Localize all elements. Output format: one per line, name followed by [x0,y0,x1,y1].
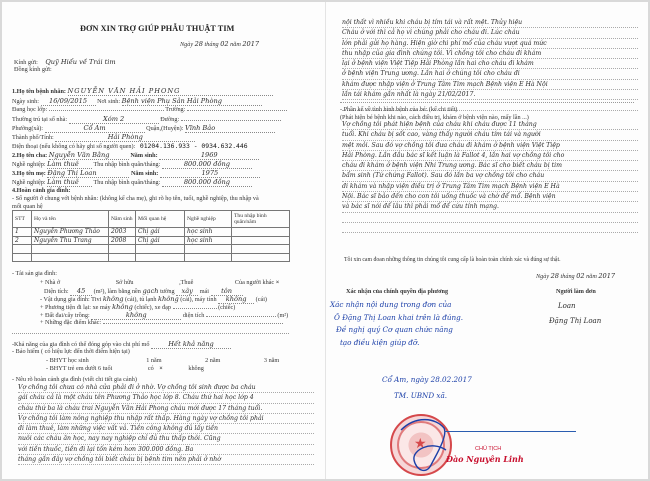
col-job: Nghề nghiệp [185,211,232,228]
family-intro: - Số người ở chung với bệnh nhân: (không kể cha mẹ), ghi rõ họ tên, tuổi, nghề nghiệp, thu nhập và [12,195,259,202]
table-row [13,245,290,254]
owned-label: Sở hữu [115,279,134,286]
bike-value [173,308,217,309]
patient-class-line [12,106,287,113]
address-value: Xóm 2 [69,115,159,124]
bike-unit: (chiếc) [218,304,236,311]
cell-birth-year: 2008 [109,236,136,245]
house-line [40,279,279,286]
address-label: Thường trú tại số nhà: [12,116,68,123]
patient-address-line [12,115,281,124]
land-label: + Đất đai/cây trồng: [40,312,90,319]
family-section-label: 4.Hoàn cảnh gia đình: [12,187,71,194]
street-label: Đường: [160,116,180,123]
house-label: + Nhà ở [40,279,61,286]
text-line: và bác sĩ nói để lâu thì phải mổ để cứu tính mạng. [342,202,638,212]
table-header-row [13,211,290,228]
local-gov-place-date: Cổ Am, ngày 28.02.2017 [382,375,472,384]
text-line-blank [342,223,638,233]
father-income-label: Thu nhập bình quân/tháng: [93,161,161,168]
year-option-3: 3 năm [263,357,280,364]
area-label: Diện tích: [44,288,69,295]
date-month: 02 [220,40,229,48]
other-features-line [40,319,283,326]
text-line: đi khám và nhập viện điều trị ở Trung Tâm Tim mạch Bệnh viện E Hà [342,182,638,192]
contribution-label: -Khả năng của gia đình có thể đóng góp vào chi phí mổ [12,341,150,348]
tv-value: không [102,295,124,303]
mother-label: 3.Họ tên mẹ: [12,170,46,177]
left-page [2,2,326,479]
medical-hint: (Phát hiện bé bệnh khi nào, cách điều trị, khám ở bệnh viện nào, mấy lần ...) [340,114,529,121]
signature-tail [444,431,576,432]
dob-label: Ngày sinh: [12,98,39,105]
appliances-label: - Vật dụng gia đình: Tivi [40,296,102,303]
signature-stroke-icon [396,410,456,479]
assets-label: - Tài sản gia đình: [12,270,57,277]
text-line: đi làm thuê, làm những việc vất vả. Tiền công không đủ lấy tiền [18,424,314,434]
text-line: khám được nhập viện ở Trung Tâm Tim mạch Bệnh viện E Hà Nội [342,80,638,90]
year-option-1: 1 năm [146,357,162,364]
local-gov-on-behalf: TM. UBND xã. [394,391,448,400]
signer-position: CHỦ TỊCH [475,446,502,452]
family-intro-2: mối quan hệ [12,203,43,210]
fridge-value: không [158,295,179,303]
mother-job-line [12,178,252,187]
phone-value: 01204.136.933 - 0934.632.446 [139,142,248,150]
cell-income [232,228,290,237]
applicant-heading: Người làm đơn [556,288,596,295]
date-prefix: Ngày [536,273,550,280]
text-line: lớn phải gửi họ hàng. Hiện giờ chi phí mổ của cháu vượt quá mức [342,39,638,49]
table-row [13,253,290,262]
father-name-line [12,151,259,160]
patient-phone-line [12,142,248,150]
insurance-label: - Bảo hiểm ( có hiệu lực đến thời điểm hiện tại) [12,348,130,355]
text-line: bẩm sinh (Tứ chứng Fallot). Sau đó lần ba vợ chồng tôi cho cháu [342,171,638,181]
cc-line [14,66,52,73]
other-features-label: + Những đặc điểm khác: [40,319,102,326]
district-value: Vĩnh Bảo [185,124,275,133]
declaration-date [536,272,615,280]
confirmation-line: Xác nhận nội dung trong đơn của [330,300,452,309]
street-value [181,120,281,121]
text-line: nội thất vì nhiều khi cháu bị tím tái và rất mệt. Thủy hiệu [342,18,638,28]
father-label: 2.Họ tên cha: [12,152,48,159]
date-month-label: tháng [560,273,575,280]
child-insurance-line [46,365,204,372]
land-area-value [206,316,276,317]
blank-rule [12,333,289,334]
col-income: Thu nhập bình quân/năm [232,211,290,228]
city-label: Thành phố/Tỉnh: [12,134,54,141]
cell-income [232,236,290,245]
applicant-signature: Loan [558,302,576,310]
applicant-name: Đặng Thị Loan [549,317,602,325]
document-date [180,40,259,48]
date-year-label: năm [230,41,241,48]
cell-job: học sinh [185,228,232,237]
col-stt: STT [13,211,32,228]
student-insurance-label: - BHYT học sinh [46,357,89,364]
date-prefix: Ngày [180,41,194,48]
father-job-value: Làm thuê [47,160,92,169]
text-line: ở bệnh viện Trung ương. Lần hai ở chúng tôi cho cháu đi [342,69,638,79]
ward-label: Phường(xã): [12,125,44,132]
date-day: 28 [550,272,559,280]
recipient-value: Quỹ Hiểu về Trái tim [45,58,116,66]
motorbike-value: không [112,303,133,311]
confirmation-line: Ô Đặng Thị Loan khai trên là đúng. [334,312,464,322]
mother-job-value: Làm thuê [47,178,92,187]
contribution-value: Hết khả năng [151,340,231,349]
area-value: 45 [70,287,92,296]
patient-name-label: 1.Họ tên bệnh nhân: [12,88,66,95]
dob-value: 16/09/2015 [41,97,96,106]
pc-unit: (cái) [255,296,267,303]
wall-value: xây [176,287,198,296]
land-value: không [91,311,181,320]
text-line: Hải Phòng. Lần đầu bác sĩ kết luận là Fallot 4, lần hai vợ chồng tôi cho [342,151,638,161]
patient-name-value: NGUYỄN VĂN HẢI PHONG [68,87,273,96]
local-gov-heading: Xác nhận của chính quyền địa phương [346,288,449,295]
blank-rule [340,102,634,103]
recipient-line [14,58,116,66]
patient-dob-line [12,97,262,106]
patient-name-line [12,87,292,96]
text-line: Vợ chồng tôi chưa có nhà cửa phải đi ở nhờ. Vợ chồng tôi sinh được ba cháu [18,383,314,393]
text-line: Vợ chồng tôi phát hiện bệnh của cháu khi cháu được 11 tháng [342,120,638,130]
area-unit: (m²), làm bằng nền [93,288,141,295]
birthplace-label: Nơi sinh: [97,98,121,105]
text-line: lại ở bệnh viện Việt Tiệp Hải Phòng lần hai cho cháu đi khám [342,59,638,69]
land-area-label: diện tích [182,312,205,319]
father-birth-year-label: Năm sinh: [130,152,158,159]
year-option-2: 2 năm [205,357,221,364]
right-page [326,2,648,479]
text-line: cháu thứ ba là cháu trai Nguyễn Văn Hải Phong cháu mới được 17 tháng tuổi. [18,404,314,414]
birthplace-value: Bệnh viện Phụ Sản Hải Phòng [122,97,262,106]
other-features-value [103,323,283,324]
father-birth-year-value: 1969 [159,151,259,160]
confirmation-line: tạo điều kiện giúp đỡ. [340,337,420,347]
text-line: cháu đi khám ở bệnh viện Nhi Trung ương. Bác sĩ cho biết cháu bị tim [342,161,638,171]
yes-check-mark: × [159,365,163,372]
text-line: tuổi. Khi cháu bị sốt cao, vàng thấy người cháu tím tái và người [342,130,638,140]
no-label: không [188,365,204,372]
others-label: Của người khác [234,279,275,286]
medical-text [342,120,638,233]
col-name: Họ và tên [32,211,109,228]
text-line: với tiền thuốc, tiền đi lại tốn kém hơn 300.000 đồng. Ba [18,445,314,455]
medical-label: - Phần kể về tình hình bệnh của bé: (kể chi tiết) [340,106,458,113]
date-month-label: tháng [204,41,219,48]
circumstances-text [18,383,314,465]
local-gov-confirmation [330,299,463,349]
cell-job: học sinh [185,236,232,245]
declaration-text: Tôi xin cam đoan những thông tin chúng tôi cung cấp là hoàn toàn chính xác và đúng sự thật. [344,257,561,263]
child-insurance-label: - BHYT trẻ em dưới 6 tuổi [46,365,113,372]
vehicle-line [40,303,235,311]
table-row [13,228,290,237]
date-year: 2017 [598,272,616,280]
date-day: 28 [194,40,203,48]
text-line: nuôi các cháu ăn học, nay nay nghiệp chỉ đủ thu thấp thôi. Cũng [18,434,314,444]
city-value: Hải Phòng [55,133,195,142]
others-check-mark: × [275,279,280,286]
pc-label: (cái), máy tính [180,296,217,303]
mother-income-label: Thu nhập bình quân/tháng: [93,179,161,186]
phone-label: Điện thoại (nếu không có hãy ghi số người quen): [12,143,136,150]
text-line: Vợ chồng tôi làm nông nghiệp thu nhập rất thấp. Hàng ngày vợ chồng tôi phải [18,414,314,424]
father-job-label: Nghề nghiệp: [12,161,46,168]
father-job-line [12,160,252,169]
date-year-label: năm [586,273,597,280]
patient-city-line [12,133,195,142]
school-value [187,110,287,111]
signer-name: Đào Nguyên Linh [446,454,524,464]
circumstances-label: - Nêu rõ hoàn cảnh gia đình (viết chi tiết gia cảnh) [12,376,137,383]
recipient-label: Kính gửi: [14,59,38,66]
text-line: lần tái khám gần nhất là ngày 21/02/2017. [342,90,638,100]
cell-stt: 2 [13,236,32,245]
floor-value: gạch [142,287,159,295]
text-line: tháng gần đây vợ chồng tôi biết cháu bị bệnh tim nên phải ở nhờ [18,455,314,465]
vehicle-label: + Phương tiện đi lại: xe máy [40,304,111,311]
date-month: 02 [576,272,585,280]
cell-birth-year: 2003 [109,228,136,237]
cell-stt: 1 [13,228,32,237]
roof-label: mái [199,288,209,295]
cell-name: Nguyễn Phương Thảo [32,228,109,237]
pc-value: không [218,295,254,304]
father-income-value: 800.000 đồng [162,160,252,169]
text-line: Cháu ở với thì cả họ vì chúng phải cho cháu đi. Lúc cháu [342,28,638,38]
bike-label: (chiếc), xe đạp [134,304,171,311]
text-line: mệt mỏi. Sau đó vợ chồng tôi đưa cháu đi khám ở bệnh viện Việt Tiệp [342,141,638,151]
cc-label: Đồng kính gửi: [14,66,52,73]
wall-label: tường [160,288,175,295]
col-relation: Mối quan hệ [136,211,185,228]
cell-relation: Chị gái [136,236,185,245]
student-insurance-line [46,357,279,364]
continuation-text [342,18,638,111]
mother-birth-year-value: 1975 [160,169,260,178]
patient-ward-line [12,124,275,133]
school-label: Trường: [165,106,186,113]
text-line: thu nhập của gia đình chúng tôi. Vì chồng tôi cho cháu đi khám [342,49,638,59]
text-line: Nội. Bác sĩ bảo đến cho con tôi uống thuốc và chờ để mổ. Bệnh viện [342,192,638,202]
mother-name-value: Đặng Thị Loan [47,169,129,178]
yes-label: có [147,365,154,372]
ward-value: Cổ Am [45,124,145,133]
district-label: Quận,(Huyện): [146,125,184,132]
class-value [49,110,164,111]
roof-value: tôn [211,287,243,296]
rented-label: ,Thuê [179,279,194,286]
mother-name-line [12,169,260,178]
star-emblem-icon: ★ [414,437,427,452]
family-members-table [12,210,290,262]
col-birth-year: Năm sinh [109,211,136,228]
fridge-label: (cái), tủ lạnh [125,296,157,303]
mother-job-label: Nghề nghiệp: [12,179,46,186]
mother-birth-year-label: Năm sinh: [130,170,159,177]
mother-income-value: 800.000 đồng [162,178,252,187]
table-row [13,236,290,245]
cell-relation: Chị gái [136,228,185,237]
cell-name: Nguyễn Thu Trang [32,236,109,245]
land-area-unit: (m²) [277,312,289,319]
text-line-blank [342,213,638,223]
text-line: gái cháu cả là một cháu tên Phương Thảo học lớp 8. Cháu thứ hai học lớp 4 [18,393,314,403]
father-name-value: Nguyễn Văn Bằng [49,151,129,160]
document-title: ĐƠN XIN TRỢ GIÚP PHẪU THUẬT TIM [80,24,235,33]
confirmation-line: Đề nghị quý Cơ quan chức năng [336,325,453,334]
date-year: 2017 [242,40,260,48]
class-label: Đang học lớp: [12,106,48,113]
